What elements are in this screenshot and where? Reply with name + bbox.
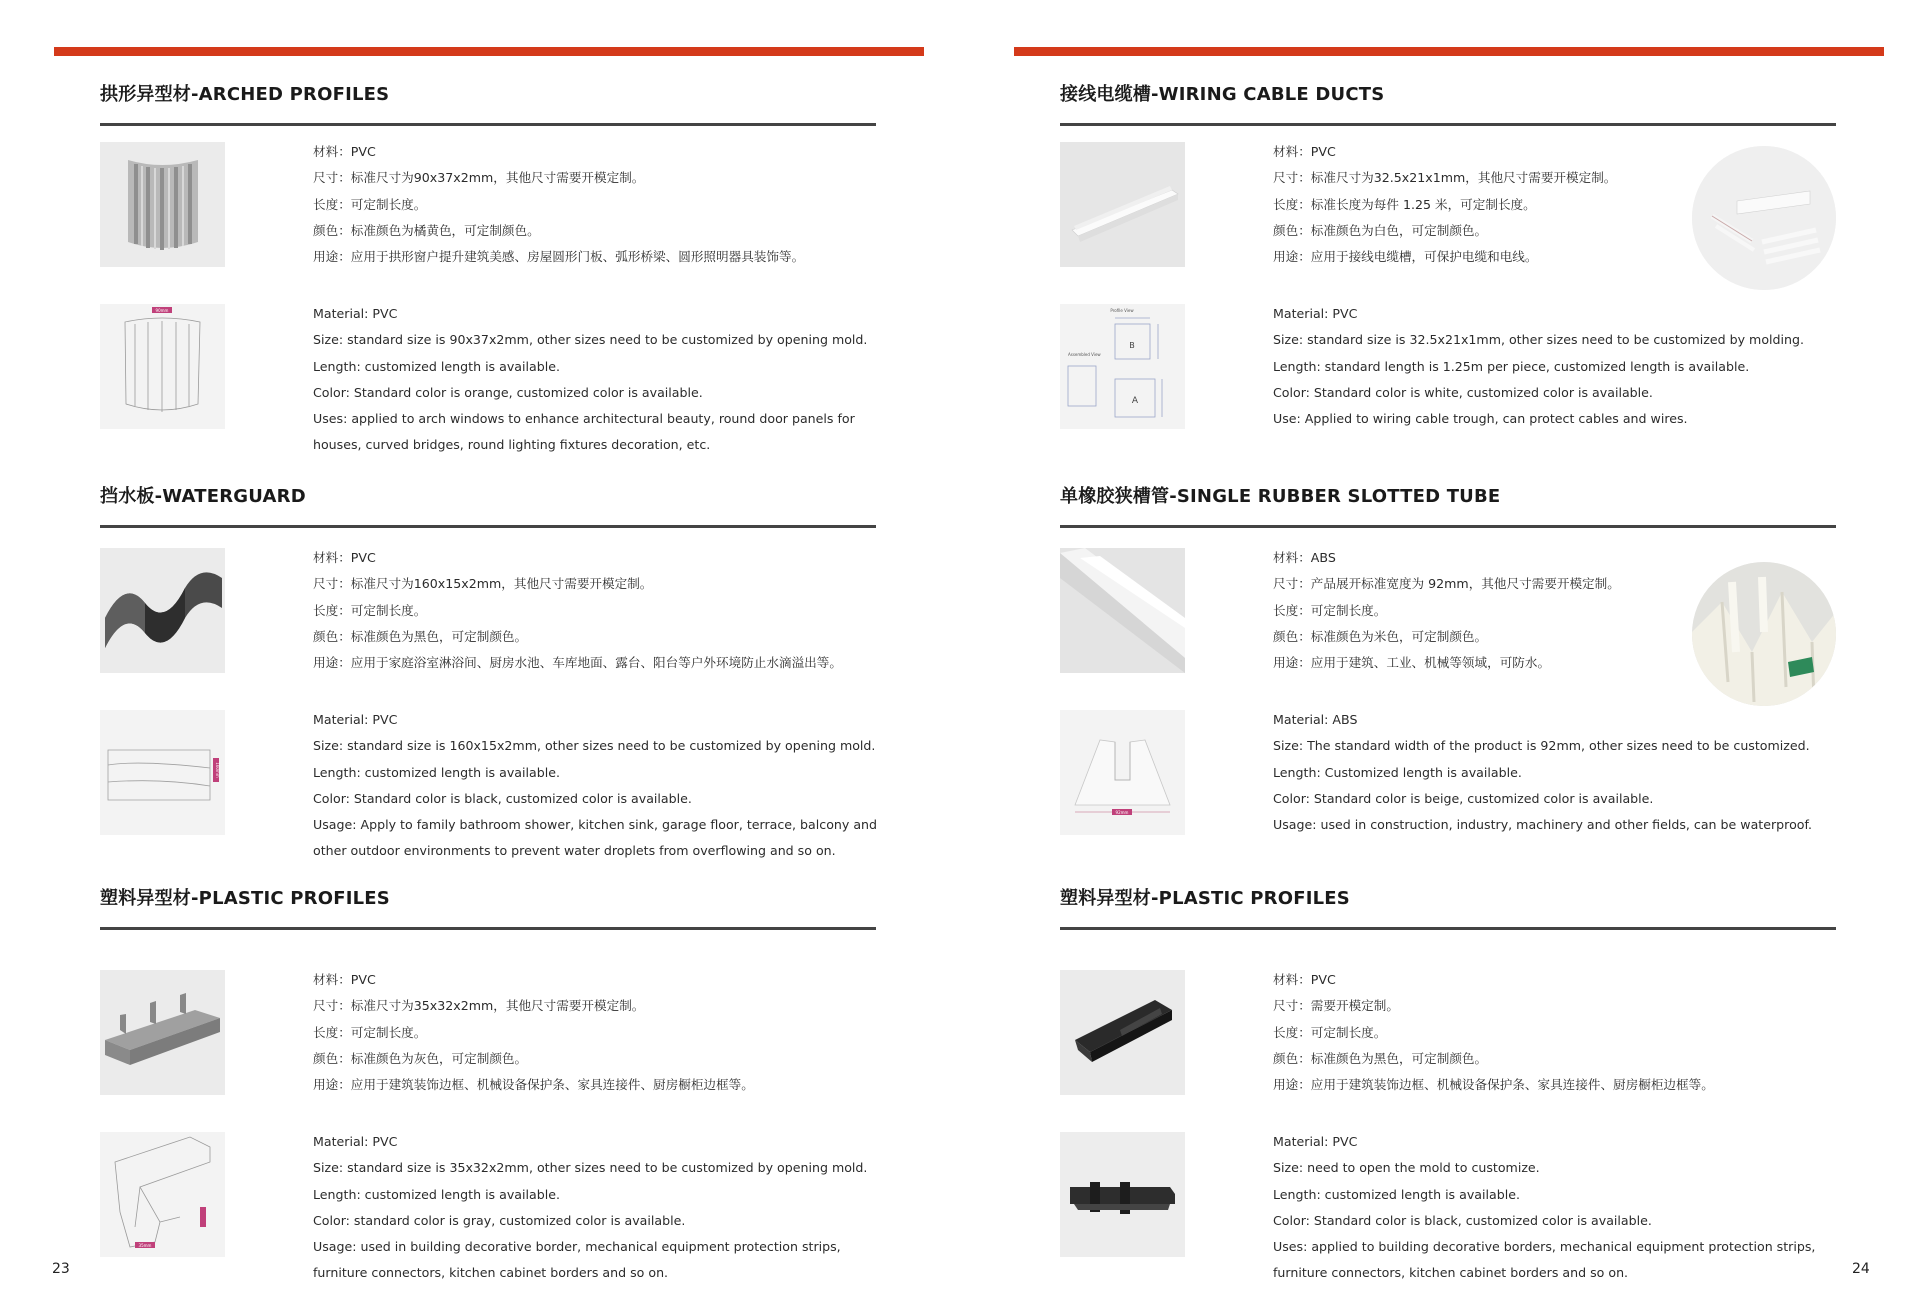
spec-line: Size: standard size is 35x32x2mm, other sizes need to be customized by opening mold. (313, 1160, 868, 1176)
product-photo-arched-profile (100, 142, 225, 267)
section-title: 塑料异型材-PLASTIC PROFILES (100, 888, 390, 909)
spec-line: Size: standard size is 160x15x2mm, other sizes need to be customized by opening mold. (313, 738, 876, 754)
product-photo-slotted-tube (1060, 548, 1185, 673)
spec-line: 长度：可定制长度。 (313, 1024, 427, 1040)
spec-line: 尺寸：标准尺寸为160x15x2mm，其他尺寸需要开模定制。 (313, 576, 653, 592)
accent-bar (1014, 47, 1884, 56)
technical-drawing-cable-duct (1060, 304, 1185, 429)
technical-drawing-arched-profile (100, 304, 225, 429)
spec-line: 用途：应用于拱形窗户提升建筑美感、房屋圆形门板、弧形桥梁、圆形照明器具装饰等。 (313, 249, 805, 265)
page-right (960, 0, 1920, 1311)
drawing-label-b: B (1129, 341, 1135, 350)
spec-line: Length: Customized length is available. (1273, 764, 1522, 780)
spec-en (313, 1129, 873, 1287)
spec-line: 尺寸：标准尺寸为90x37x2mm，其他尺寸需要开模定制。 (313, 170, 645, 186)
section-divider (1060, 525, 1836, 528)
spec-line: Usage: used in building decorative border, mechanical equipment protection strips, furniture connectors, kitchen cabinet borders and so on. (313, 1239, 841, 1281)
accent-bar (54, 47, 924, 56)
section-divider (100, 927, 876, 930)
spec-line: 用途：应用于建筑装饰边框、机械设备保护条、家具连接件、厨房橱柜边框等。 (313, 1077, 754, 1093)
spec-line: 材料：PVC (1273, 144, 1336, 159)
spec-line: 长度：可定制长度。 (313, 196, 427, 212)
spec-line: Material: ABS (1273, 712, 1358, 727)
page-number: 24 (1852, 1261, 1870, 1277)
spec-line: 颜色：标准颜色为米色，可定制颜色。 (1273, 628, 1488, 644)
spec-line: Color: Standard color is black, customized color is available. (1273, 1212, 1652, 1228)
spec-en (1273, 301, 1833, 432)
spec-line: 尺寸：标准尺寸为32.5x21x1mm，其他尺寸需要开模定制。 (1273, 170, 1617, 186)
spec-line: Material: PVC (313, 712, 398, 727)
section-divider (1060, 123, 1836, 126)
product-photo-plastic-profile-gray (100, 970, 225, 1095)
spec-line: Size: The standard width of the product is 92mm, other sizes need to be customized. (1273, 738, 1810, 754)
cable-duct-circle-photo (1692, 146, 1836, 290)
spec-line: 材料：ABS (1273, 550, 1336, 565)
spec-line: Uses: applied to building decorative borders, mechanical equipment protection strips, furniture connectors, kitchen cabinet borders and so on. (1273, 1239, 1816, 1281)
drawing-dimension-label: 90mm (155, 308, 169, 313)
section-divider (100, 123, 876, 126)
spec-line: 颜色：标准颜色为橘黄色，可定制颜色。 (313, 222, 540, 238)
spec-line: 颜色：标准颜色为白色，可定制颜色。 (1273, 222, 1488, 238)
section-divider (1060, 927, 1836, 930)
drawing-caption: Profile View (1110, 308, 1134, 313)
spec-en (1273, 1129, 1853, 1287)
drawing-dimension-label: 160mm (215, 762, 220, 778)
spec-line: 用途：应用于建筑装饰边框、机械设备保护条、家具连接件、厨房橱柜边框等。 (1273, 1077, 1714, 1093)
spec-line: Color: Standard color is beige, customized color is available. (1273, 790, 1654, 806)
spec-line: 尺寸：标准尺寸为35x32x2mm，其他尺寸需要开模定制。 (313, 998, 645, 1014)
technical-drawing-slotted-tube (1060, 710, 1185, 835)
spec-line: Length: standard length is 1.25m per piece, customized length is available. (1273, 358, 1750, 374)
section-title: 单橡胶狭槽管-SINGLE RUBBER SLOTTED TUBE (1060, 486, 1501, 507)
spec-line: 尺寸：需要开模定制。 (1273, 998, 1399, 1014)
spec-line: Material: PVC (313, 306, 398, 321)
spec-line: 用途：应用于建筑、工业、机械等领域，可防水。 (1273, 655, 1551, 671)
drawing-caption: Assembled View (1068, 352, 1101, 357)
spec-cn (1273, 545, 1620, 676)
spec-line: 长度：标准长度为每件 1.25 米，可定制长度。 (1273, 196, 1536, 212)
spec-line: Length: customized length is available. (313, 764, 560, 780)
drawing-dimension-label: 35mm (138, 1243, 152, 1248)
technical-drawing-plastic-profile (100, 1132, 225, 1257)
product-photo-plastic-profile-black-side (1060, 1132, 1185, 1257)
spec-line: Size: standard size is 32.5x21x1mm, other sizes need to be customized by molding. (1273, 332, 1805, 348)
spec-cn (313, 545, 842, 676)
spec-line: 颜色：标准颜色为黑色，可定制颜色。 (313, 628, 528, 644)
spec-line: Usage: Apply to family bathroom shower, kitchen sink, garage floor, terrace, balcony and other outdoor environments to prevent water droplets from overflowing and so on. (313, 817, 878, 859)
spec-line: 用途：应用于家庭浴室淋浴间、厨房水池、车库地面、露台、阳台等户外环境防止水滴溢出等。 (313, 655, 842, 671)
spec-line: 长度：可定制长度。 (313, 602, 427, 618)
spec-line: 材料：PVC (313, 550, 376, 565)
spec-cn (313, 139, 804, 270)
page-number: 23 (52, 1261, 70, 1277)
spec-line: Color: Standard color is orange, customized color is available. (313, 384, 703, 400)
drawing-dimension-label: 92mm (1115, 810, 1129, 815)
section-title: 拱形异型材-ARCHED PROFILES (100, 84, 390, 105)
product-photo-waterguard (100, 548, 225, 673)
spec-line: Size: need to open the mold to customize. (1273, 1160, 1540, 1176)
spec-line: 用途：应用于接线电缆槽，可保护电缆和电线。 (1273, 249, 1538, 265)
spec-line: 尺寸：产品展开标准宽度为 92mm，其他尺寸需要开模定制。 (1273, 576, 1620, 592)
product-photo-plastic-profile-black (1060, 970, 1185, 1095)
spec-en (313, 707, 893, 865)
spec-line: 材料：PVC (1273, 972, 1336, 987)
spec-line: 颜色：标准颜色为黑色，可定制颜色。 (1273, 1050, 1488, 1066)
spec-line: 材料：PVC (313, 144, 376, 159)
section-title: 接线电缆槽-WIRING CABLE DUCTS (1060, 84, 1385, 105)
spec-line: 长度：可定制长度。 (1273, 602, 1387, 618)
spec-cn (313, 967, 754, 1098)
spec-line: 颜色：标准颜色为灰色，可定制颜色。 (313, 1050, 528, 1066)
spec-cn (1273, 967, 1714, 1098)
spec-en (313, 301, 873, 459)
drawing-label-a: A (1131, 396, 1139, 406)
spec-line: Material: PVC (313, 1134, 398, 1149)
spec-line: Size: standard size is 90x37x2mm, other sizes need to be customized by opening mold. (313, 332, 868, 348)
product-photo-cable-duct (1060, 142, 1185, 267)
section-title: 塑料异型材-PLASTIC PROFILES (1060, 888, 1350, 909)
section-divider (100, 525, 876, 528)
spec-line: Material: PVC (1273, 1134, 1358, 1149)
spec-line: 长度：可定制长度。 (1273, 1024, 1387, 1040)
spec-line: Length: customized length is available. (313, 358, 560, 374)
spec-line: Uses: applied to arch windows to enhance architectural beauty, round door panels for houses, curved bridges, round lighting fixtures decoration, etc. (313, 411, 855, 453)
spec-en (1273, 707, 1853, 838)
spec-line: Length: customized length is available. (1273, 1186, 1520, 1202)
spec-line: 材料：PVC (313, 972, 376, 987)
spec-line: Color: Standard color is black, customized color is available. (313, 790, 692, 806)
spec-line: Color: standard color is gray, customized color is available. (313, 1212, 686, 1228)
technical-drawing-waterguard (100, 710, 225, 835)
spec-line: Length: customized length is available. (313, 1186, 560, 1202)
spec-line: Color: Standard color is white, customized color is available. (1273, 384, 1653, 400)
spec-line: Use: Applied to wiring cable trough, can protect cables and wires. (1273, 411, 1688, 427)
spec-line: Material: PVC (1273, 306, 1358, 321)
section-title: 挡水板-WATERGUARD (100, 486, 306, 507)
spec-cn (1273, 139, 1616, 270)
spec-line: Usage: used in construction, industry, machinery and other fields, can be waterproof. (1273, 817, 1812, 833)
slotted-tube-circle-photo (1692, 562, 1836, 706)
